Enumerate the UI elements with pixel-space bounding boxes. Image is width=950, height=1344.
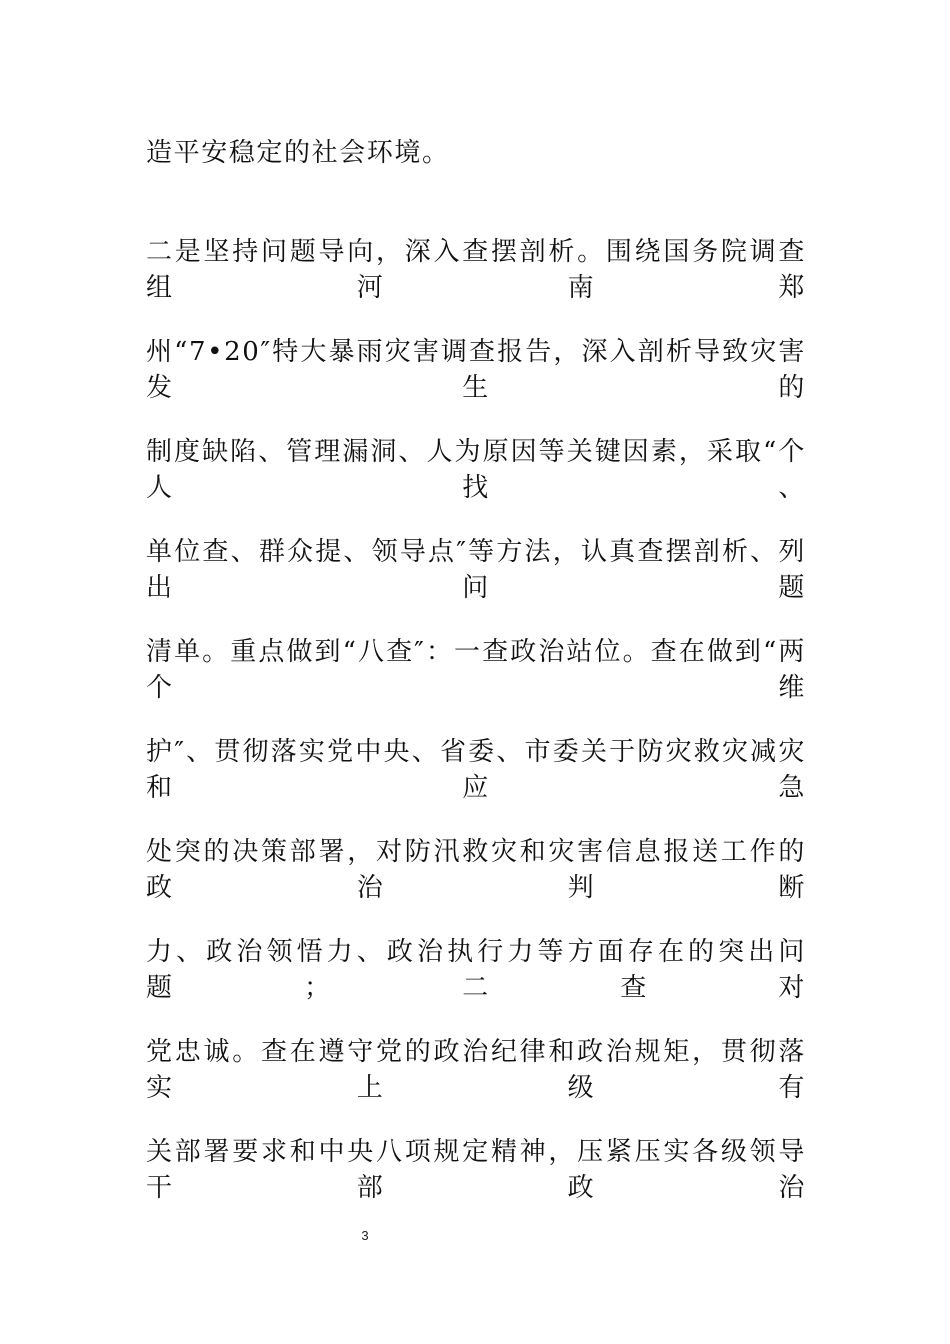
page-number: 3	[361, 1228, 369, 1243]
paragraph-line: 单位查、群众提、领导点″等方法，认真查摆剖析、列出问题	[146, 537, 806, 603]
paragraph-line: 二是坚持问题导向，深入查摆剖析。围绕国务院调查组河南郑	[146, 237, 806, 303]
paragraph-line: 护″、贯彻落实党中央、省委、市委关于防灾救灾减灾和应急	[146, 737, 806, 803]
paragraph-line: 处突的决策部署，对防汛救灾和灾害信息报送工作的政治判断	[146, 837, 806, 903]
paragraph-line: 州“7•20″特大暴雨灾害调查报告，深入剖析导致灾害发生的	[146, 337, 806, 403]
paragraph-line: 关部署要求和中央八项规定精神，压紧压实各级领导干部政治	[146, 1137, 806, 1203]
paragraph-line: 清单。重点做到“八查″：一查政治站位。查在做到“两个维	[146, 637, 806, 703]
paragraph-line: 造平安稳定的社会环境。	[146, 138, 450, 168]
paragraph-line: 制度缺陷、管理漏洞、人为原因等关键因素，采取“个人找、	[146, 437, 806, 503]
paragraph-line: 党忠诚。查在遵守党的政治纪律和政治规矩，贯彻落实上级有	[146, 1037, 806, 1103]
paragraph-line: 力、政治领悟力、政治执行力等方面存在的突出问题；二查对	[146, 937, 806, 1003]
